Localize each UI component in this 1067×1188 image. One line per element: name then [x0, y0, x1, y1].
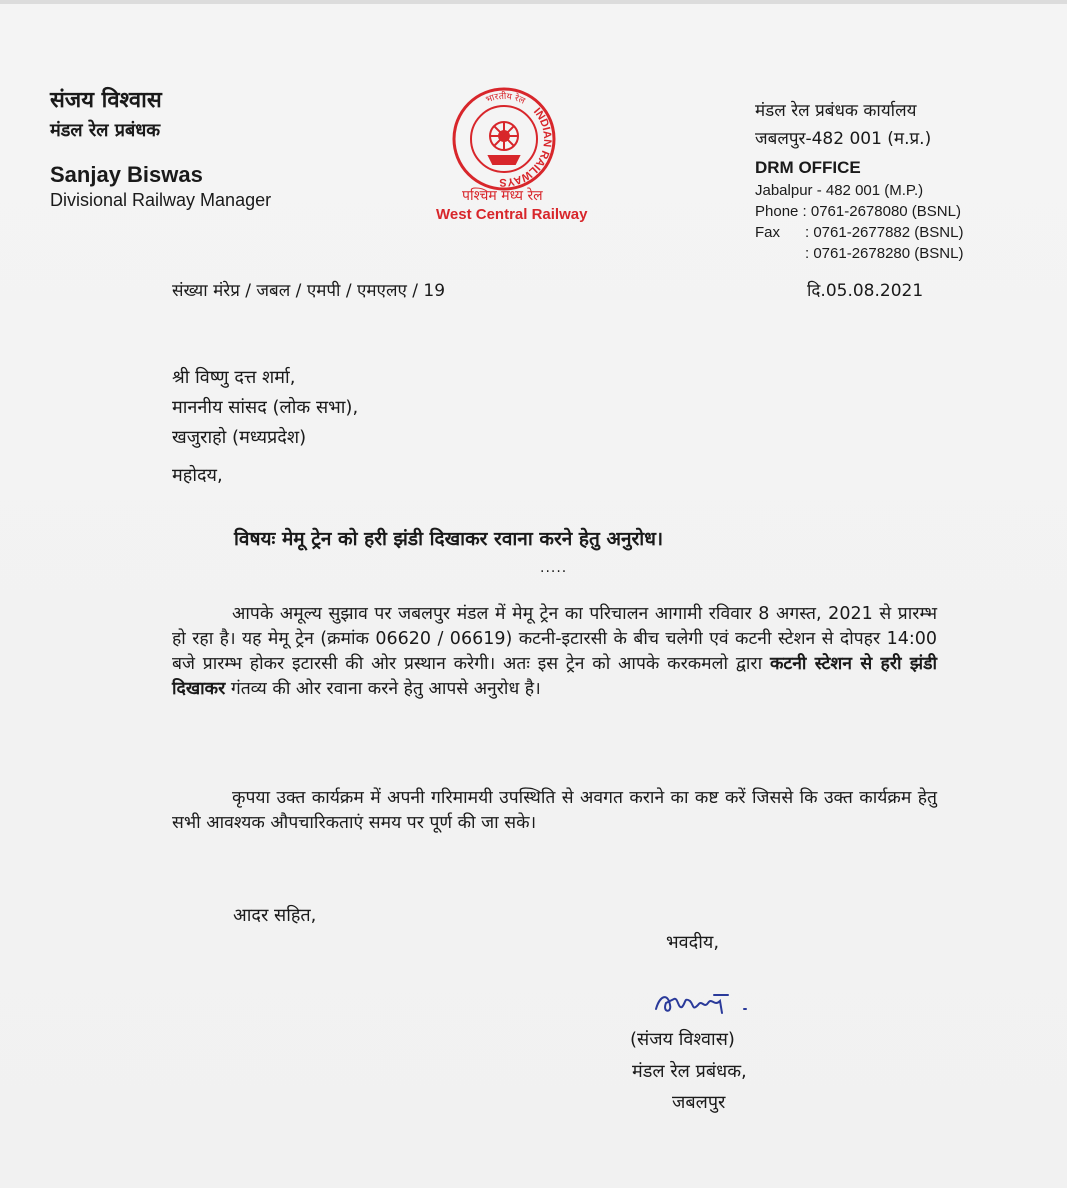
office-fax-1: Fax : 0761-2677882 (BSNL): [755, 224, 964, 241]
office-fax-2: : 0761-2678280 (BSNL): [755, 245, 964, 262]
body-paragraph-2: [172, 786, 937, 836]
sender-name-english: Sanjay Biswas: [50, 162, 203, 187]
reference-number: संख्या मंरेप्र / जबल / एमपी / एमएलए / 19: [172, 281, 446, 301]
signatory-name: (संजय विश्वास): [630, 1029, 735, 1050]
separator-dots: .....: [540, 560, 568, 576]
body-paragraph-1: [172, 602, 937, 702]
salutation: महोदय,: [172, 465, 223, 486]
closing-regards: आदर सहित,: [233, 905, 317, 926]
svg-text:INDIAN RAILWAYS: [499, 106, 553, 188]
recipient-name: श्री विष्णु दत्त शर्मा,: [172, 367, 296, 388]
office-line-hindi-1: मंडल रेल प्रबंधक कार्यालय: [755, 101, 917, 121]
sender-title-hindi: मंडल रेल प्रबंधक: [50, 120, 161, 141]
recipient-designation: माननीय सांसद (लोक सभा),: [172, 397, 359, 418]
closing-yours: भवदीय,: [666, 932, 720, 953]
sender-name-hindi: संजय विश्वास: [50, 88, 162, 113]
signatory-place: जबलपुर: [672, 1092, 726, 1113]
signatory-title: मंडल रेल प्रबंधक,: [632, 1061, 747, 1082]
recipient-place: खजुराहो (मध्यप्रदेश): [172, 427, 307, 448]
letter-date: दि.05.08.2021: [807, 281, 924, 301]
para1-bold-text: कटनी स्टेशन से हरी झंडी दिखाकर: [172, 654, 937, 699]
sender-title-english: Divisional Railway Manager: [50, 190, 272, 210]
subject-line: विषयः मेमू ट्रेन को हरी झंडी दिखाकर रवाना करने हेतु अनुरोध।: [234, 528, 664, 550]
office-phone: Phone : 0761-2678080 (BSNL): [755, 203, 961, 220]
office-line-hindi-2: जबलपुर-482 001 (म.प्र.): [755, 129, 932, 149]
handwritten-signature-icon: [648, 987, 768, 1019]
office-heading-english: DRM OFFICE: [755, 158, 861, 177]
para2-text: कृपया उक्त कार्यक्रम में अपनी गरिमामयी उपस्थिति से अवगत कराने का कष्ट करें जिससे कि उक्त कार्यक्रम हेतु सभी आवश्यक औपचारिकताएं समय पर पूर्ण की जा सके।: [172, 788, 937, 833]
logo-name-hindi: पश्चिम मध्य रेल: [462, 188, 543, 204]
para1-text-end: गंतव्य की ओर रवाना करने हेतु आपसे अनुरोध है।: [230, 679, 541, 699]
logo-name-english: West Central Railway: [436, 206, 588, 223]
para1-text: आपके अमूल्य सुझाव पर जबलपुर मंडल में मेमू ट्रेन का परिचालन आगामी रविवार 8 अगस्त, 2021 से प्रारम्भ हो रहा है। यह मेमू ट्रेन (क्रमांक 06620 / 06619) कटनी-इटारसी के बीच चलेगी एवं कटनी स्टेशन से दोपहर 14:00 बजे प्रारम्भ होकर इटारसी की ओर प्रस्थान करेगी। अतः इस ट्रेन को आपके करकमलो द्वारा: [172, 604, 937, 674]
logo-ring-text: INDIAN RAILWAYS: [499, 105, 554, 189]
railway-logo-icon: [449, 84, 559, 194]
page-top-edge: [0, 0, 1067, 4]
office-address-english: Jabalpur - 482 001 (M.P.): [755, 182, 924, 199]
logo-ring-text-hindi: भारतीय रेल: [484, 91, 527, 107]
